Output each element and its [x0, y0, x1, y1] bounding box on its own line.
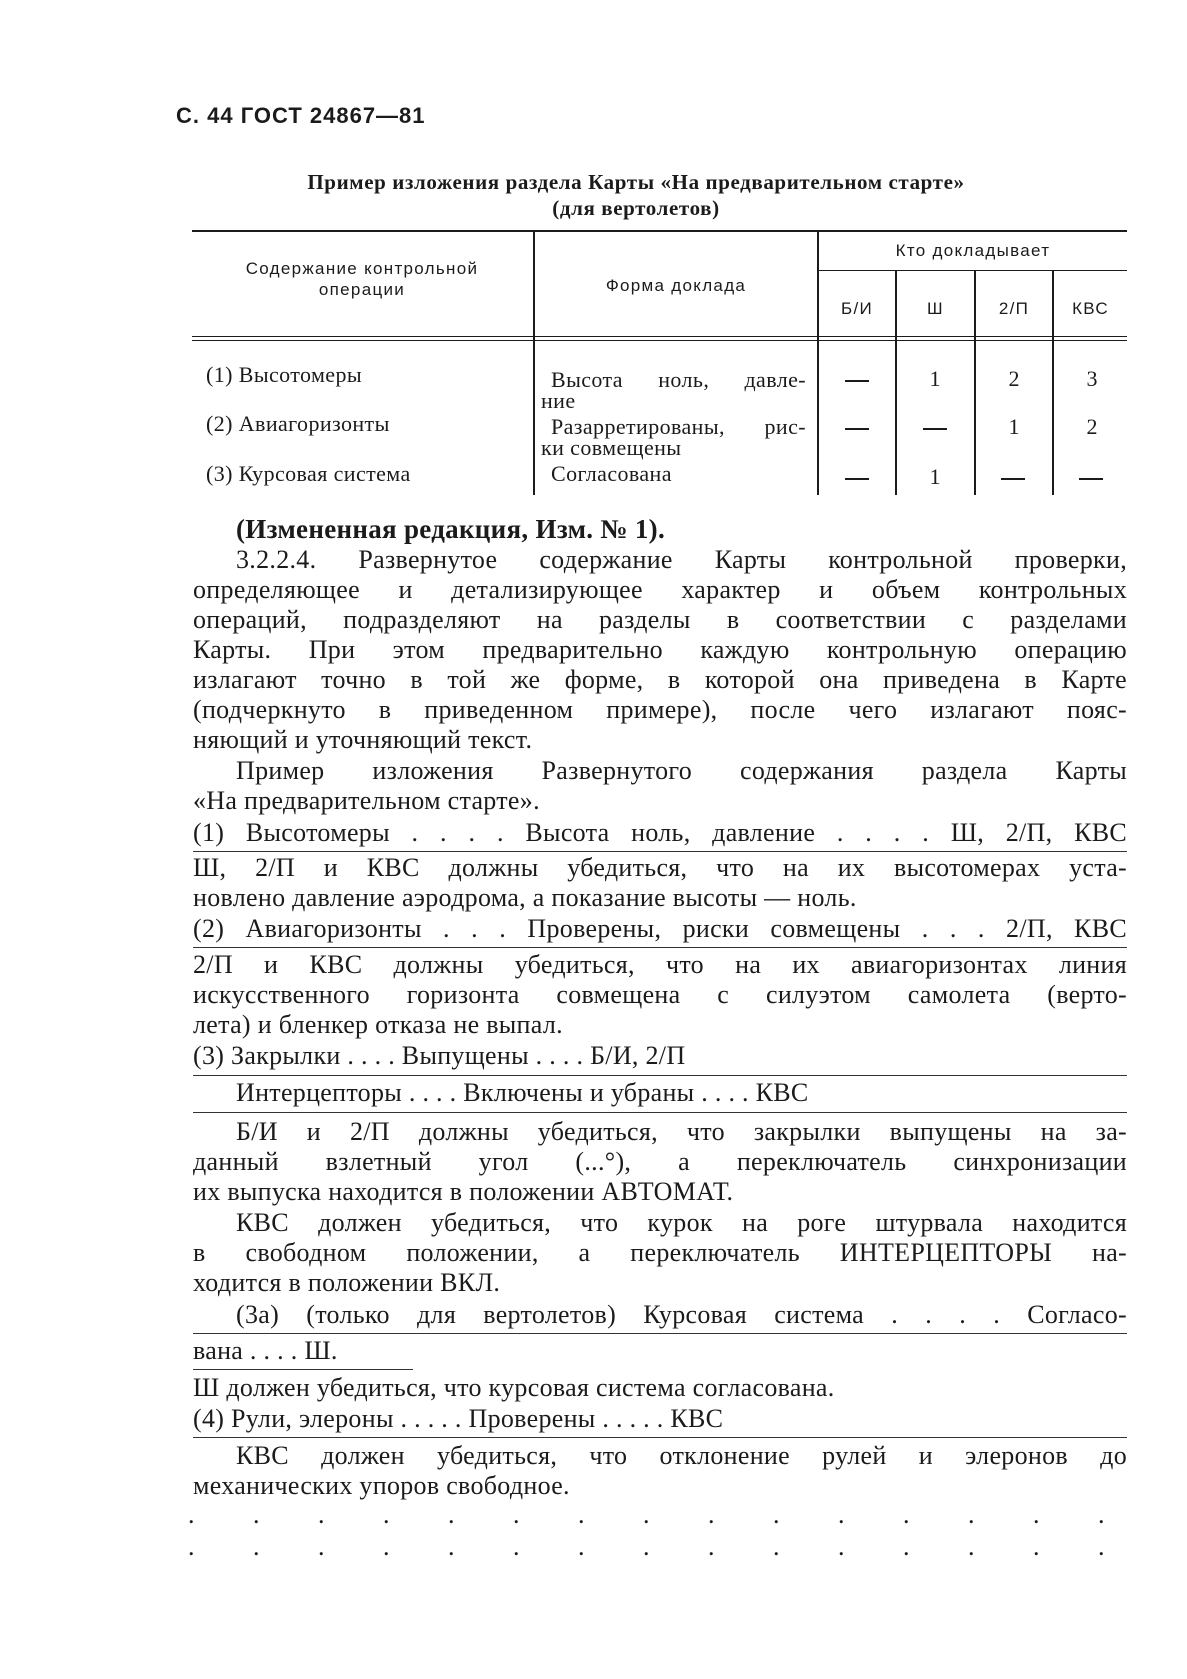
subheader-bi: Б/И	[841, 299, 873, 318]
row2-form-line1: Разарретированы, рис-	[551, 414, 806, 439]
item1-text-line2: новлено давление аэродрома, а показание высоты — ноль.	[193, 883, 857, 912]
para1-line3: операций, подразделяют на разделы в соответствии с разделами	[193, 605, 1127, 634]
header-who-reports: Кто докладывает	[895, 241, 1051, 260]
item3-heading-flaps: (3) Закрылки . . . . Выпущены . . . . Б/И, 2/П	[193, 1041, 686, 1070]
item3-text1-line1: Б/И и 2/П должны убедиться, что закрылки выпущены на за-	[236, 1117, 1127, 1146]
report-table	[192, 230, 1127, 495]
row3-kvs-value	[1079, 478, 1103, 480]
para2-line1: Пример изложения Развернутого содержания раздела Карты	[236, 756, 1127, 785]
row1-kvs-value: 3	[1086, 366, 1098, 391]
item3-text2-line1: КВС должен убедиться, что курок на роге штурвала находится	[236, 1208, 1127, 1237]
item1-text-line1: Ш, 2/П и КВС должны убедиться, что на их высотомерах уста-	[193, 853, 1127, 882]
item3a-heading-line1: (3а) (только для вертолетов) Курсовая система . . . . Согласо-	[236, 1300, 1127, 1329]
ellipsis-row-1: . . . . . . . . . . . . . . .	[188, 1500, 1131, 1529]
row2-form-line2: ки совмещены	[541, 435, 682, 460]
para1-line1: 3.2.2.4. Развернутое содержание Карты контрольной проверки,	[236, 545, 1127, 574]
row1-operation: (1) Высотомеры	[206, 362, 363, 387]
item4-underline	[193, 1437, 1127, 1438]
item1-underline	[193, 851, 1127, 852]
item3-underline-1	[193, 1075, 1127, 1076]
row1-bi-value	[845, 380, 869, 382]
row2-bi-value	[845, 428, 869, 430]
item3a-heading-line2: вана . . . . Ш.	[193, 1336, 338, 1365]
item3-text2-line3: ходится в положении ВКЛ.	[193, 1268, 501, 1297]
row3-2p-value	[1001, 478, 1025, 480]
table-caption-line1: Пример изложения раздела Карты «На предварительном старте»	[307, 170, 965, 194]
table-header-rule-b	[192, 340, 1127, 341]
subheader-2p: 2/П	[998, 299, 1030, 318]
row1-2p-value: 2	[1008, 366, 1020, 391]
row3-sh-value: 1	[929, 464, 941, 489]
item3a-underline-1	[193, 1333, 1127, 1334]
subheader-sh: Ш	[927, 299, 944, 318]
row2-kvs-value: 2	[1086, 414, 1098, 439]
page-header: С. 44 ГОСТ 24867—81	[176, 103, 426, 128]
item3-text1-line3: их выпуска находится в положении АВТОМАТ.	[193, 1177, 734, 1206]
ellipsis-row-2: . . . . . . . . . . . . . . .	[188, 1532, 1131, 1561]
subheader-kvs: КВС	[1072, 299, 1109, 318]
item4-text-line2: механических упоров свободное.	[193, 1471, 570, 1500]
item3-heading-spoilers: Интерцепторы . . . . Включены и убраны . . . . КВС	[236, 1078, 809, 1107]
row1-form-line1: Высота ноль, давле-	[551, 367, 806, 392]
para2-line2: «На предварительном старте».	[193, 786, 540, 815]
item3a-text: Ш должен убедиться, что курсовая система согласована.	[193, 1373, 835, 1402]
item2-text-line3: лета) и бленкер отказа не выпал.	[193, 1010, 563, 1039]
item1-heading: (1) Высотомеры . . . . Высота ноль, давление . . . . Ш, 2/П, КВС	[193, 818, 1127, 847]
table-header-rule-a	[192, 336, 1127, 337]
item2-underline	[193, 947, 1127, 948]
item2-heading: (2) Авиагоризонты . . . Проверены, риски совмещены . . . 2/П, КВС	[193, 914, 1127, 943]
para1-line5: излагают точно в той же форме, в которой она приведена в Карте	[193, 665, 1127, 694]
para1-line7: няющий и уточняющий текст.	[193, 725, 533, 754]
item4-heading: (4) Рули, элероны . . . . . Проверены . . . . . КВС	[193, 1404, 724, 1433]
row2-operation: (2) Авиагоризонты	[206, 411, 390, 436]
table-top-rule	[192, 230, 1127, 232]
item3-text1-line2: данный взлетный угол (...°), а переключатель синхронизации	[193, 1147, 1127, 1176]
para1-line4: Карты. При этом предварительно каждую контрольную операцию	[193, 635, 1127, 664]
para1-line6: (подчеркнуто в приведенном примере), после чего излагают пояс-	[193, 695, 1127, 724]
para1-line2: определяющее и детализирующее характер и объем контрольных	[193, 575, 1127, 604]
item2-text-line1: 2/П и КВС должны убедиться, что на их авиагоризонтах линия	[193, 950, 1127, 979]
row2-sh-value	[923, 428, 947, 430]
row1-sh-value: 1	[929, 366, 941, 391]
item4-text-line1: КВС должен убедиться, что отклонение рулей и элеронов до	[236, 1441, 1127, 1470]
row3-operation: (3) Курсовая система	[206, 461, 411, 486]
header-operation: Содержание контрольной операции	[245, 259, 479, 299]
item3-underline-2	[193, 1112, 1127, 1113]
table-subheader-rule	[817, 270, 1127, 271]
row1-form-line2: ние	[541, 388, 576, 413]
table-vrule-1	[533, 232, 535, 495]
table-caption-line2: (для вертолетов)	[552, 196, 720, 220]
item2-text-line2: искусственного горизонта совмещена с силуэтом самолета (верто-	[193, 980, 1127, 1009]
amendment-note: (Измененная редакция, Изм. № 1).	[236, 514, 666, 544]
item3-text2-line2: в свободном положении, а переключатель ИНТЕРЦЕПТОРЫ на-	[193, 1238, 1127, 1267]
item3a-underline-2	[193, 1369, 413, 1370]
row3-form-line1: Согласована	[551, 461, 672, 486]
header-form: Форма доклада	[605, 276, 747, 295]
table-vrule-2	[817, 232, 819, 495]
row2-2p-value: 1	[1008, 414, 1020, 439]
row3-bi-value	[845, 478, 869, 480]
